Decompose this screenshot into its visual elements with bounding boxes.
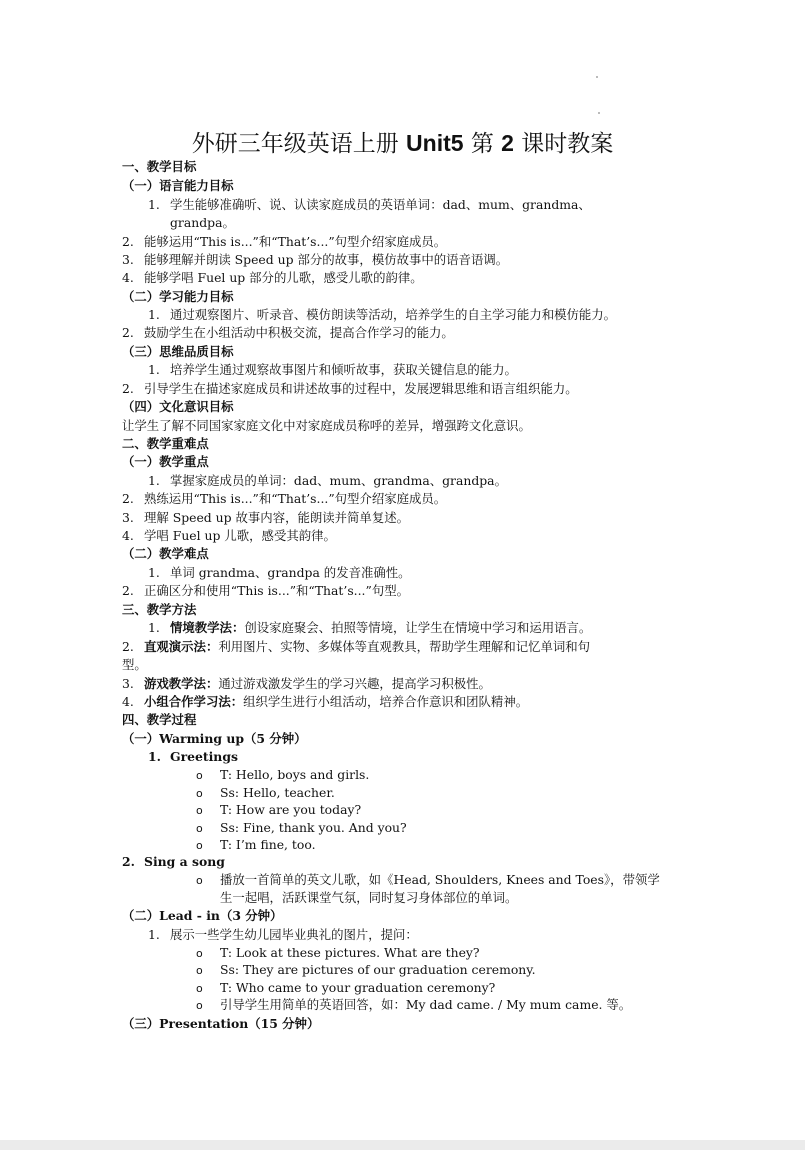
line-text: 通过游戏激发学生的学习兴趣，提高学习积极性。	[218, 676, 491, 691]
text-line	[148, 196, 591, 214]
line-text: （三）思维品质目标	[122, 344, 234, 359]
line-text: 二、教学重难点	[122, 436, 209, 451]
bullet-icon: o	[196, 839, 203, 852]
text-line	[122, 490, 446, 508]
text-line	[170, 214, 235, 232]
section-heading	[122, 453, 209, 471]
title-lesson-number: 2	[501, 130, 514, 156]
method-label: 直观演示法：	[144, 639, 219, 654]
bullet-icon: o	[196, 964, 203, 977]
line-text: 三、教学方法	[122, 602, 197, 617]
line-text: 能够运用“This is...”和“That’s...”句型介绍家庭成员。	[144, 234, 447, 249]
text-line	[122, 693, 528, 711]
method-label: 游戏教学法：	[144, 676, 219, 691]
line-text: Sing a song	[144, 854, 225, 869]
section-heading	[122, 435, 209, 453]
text-line	[148, 926, 418, 944]
text-line	[122, 380, 578, 398]
line-text: 鼓励学生在小组活动中积极交流，提高合作学习的能力。	[144, 325, 454, 340]
line-text: 学唱 Fuel up 儿歌，感受其韵律。	[144, 528, 336, 543]
line-text: 型。	[122, 657, 147, 672]
method-label: 情境教学法：	[170, 620, 245, 635]
line-text: （一）Warming up（5 分钟）	[122, 731, 307, 746]
section-heading	[122, 343, 234, 361]
list-number: 1.	[148, 362, 160, 377]
line-text: 能够学唱 Fuel up 部分的儿歌，感受儿歌的韵律。	[144, 270, 423, 285]
line-text: Ss: Fine, thank you. And you?	[220, 820, 407, 835]
line-text: T: Look at these pictures. What are they?	[220, 945, 480, 960]
line-text: 引导学生用简单的英语回答，如：My dad came. / My mum came. 等。	[220, 997, 632, 1012]
list-number: 1.	[148, 197, 160, 212]
text-line	[196, 871, 660, 890]
text-line	[148, 564, 411, 582]
line-text: grandpa。	[170, 215, 235, 230]
list-number: 3.	[122, 510, 134, 525]
section-heading	[122, 711, 196, 729]
list-number: 4.	[122, 528, 134, 543]
line-text: （一）语言能力目标	[122, 178, 234, 193]
list-number: 1.	[148, 307, 160, 322]
text-line	[148, 361, 517, 379]
title-prefix: 外研三年级英语上册	[191, 131, 407, 157]
line-text: 生一起唱，活跃课堂气氛，同时复习身体部位的单词。	[220, 890, 518, 905]
line-text: 一、教学目标	[122, 159, 197, 174]
method-label: 小组合作学习法：	[144, 694, 244, 709]
line-text: 创设家庭聚会、拍照等情境，让学生在情境中学习和运用语言。	[244, 620, 592, 635]
bullet-icon: o	[196, 822, 203, 835]
line-text: （二）学习能力目标	[122, 289, 234, 304]
line-text: （三）Presentation（15 分钟）	[122, 1016, 320, 1031]
text-line	[122, 582, 409, 600]
text-line	[122, 269, 423, 287]
line-text: Greetings	[170, 749, 238, 764]
line-text: T: How are you today?	[220, 802, 362, 817]
text-line	[148, 619, 591, 637]
text-line	[122, 417, 531, 435]
list-number: 4.	[122, 694, 134, 709]
line-text: 学生能够准确听、说、认读家庭成员的英语单词：dad、mum、grandma、	[170, 197, 591, 212]
title-mid: 第	[463, 131, 502, 157]
bullet-icon: o	[196, 999, 203, 1012]
text-line	[122, 675, 491, 693]
list-number: 3.	[122, 676, 134, 691]
line-text: 单词 grandma、grandpa 的发音准确性。	[170, 565, 411, 580]
list-number: 2.	[122, 491, 134, 506]
text-line	[122, 233, 446, 251]
scan-speck	[598, 112, 600, 114]
line-text: Ss: They are pictures of our graduation ceremony.	[220, 962, 536, 977]
section-heading	[122, 545, 209, 563]
line-text: 引导学生在描述家庭成员和讲述故事的过程中，发展逻辑思维和语言组织能力。	[144, 381, 578, 396]
list-number: 1.	[148, 473, 160, 488]
text-line	[196, 996, 631, 1015]
list-number: 4.	[122, 270, 134, 285]
list-number: 1.	[148, 749, 161, 764]
line-text: 播放一首简单的英文儿歌，如《Head, Shoulders, Knees and Toes》，带领学	[220, 872, 660, 887]
text-line	[122, 527, 336, 545]
text-line	[196, 766, 369, 785]
line-text: 利用图片、实物、多媒体等直观教具，帮助学生理解和记忆单词和句	[218, 639, 591, 654]
line-text: 正确区分和使用“This is...”和“That’s...”句型。	[144, 583, 410, 598]
line-text: Ss: Hello, teacher.	[220, 785, 335, 800]
section-heading	[122, 907, 282, 925]
bullet-icon: o	[196, 787, 203, 800]
section-heading	[122, 158, 196, 176]
line-text: （二）Lead - in（3 分钟）	[122, 908, 283, 923]
line-text: （二）教学难点	[122, 546, 209, 561]
line-text: 熟练运用“This is...”和“That’s...”句型介绍家庭成员。	[144, 491, 447, 506]
list-number: 1.	[148, 927, 160, 942]
section-heading	[148, 748, 238, 766]
line-text: 理解 Speed up 故事内容，能朗读并简单复述。	[144, 510, 409, 525]
line-text: 培养学生通过观察故事图片和倾听故事，获取关键信息的能力。	[170, 362, 517, 377]
line-text: （四）文化意识目标	[122, 399, 234, 414]
line-text: 展示一些学生幼儿园毕业典礼的图片，提问：	[170, 927, 418, 942]
title-suffix: 课时教案	[513, 131, 614, 157]
section-heading	[122, 398, 234, 416]
bullet-icon: o	[196, 982, 203, 995]
text-line	[122, 656, 147, 674]
section-heading	[122, 1015, 319, 1033]
text-line	[220, 889, 517, 907]
text-line	[122, 251, 508, 269]
bullet-icon: o	[196, 804, 203, 817]
list-number: 1.	[148, 565, 160, 580]
section-heading	[122, 601, 196, 619]
title-unit: Unit5	[406, 130, 464, 156]
list-number: 2.	[122, 854, 135, 869]
line-text: 掌握家庭成员的单词：dad、mum、grandma、grandpa。	[170, 473, 507, 488]
line-text: 四、教学过程	[122, 712, 197, 727]
section-heading	[122, 853, 225, 871]
section-heading	[122, 288, 234, 306]
text-line	[196, 961, 536, 980]
page-title	[0, 128, 805, 159]
text-line	[122, 638, 590, 656]
line-text: （一）教学重点	[122, 454, 209, 469]
line-text: T: Who came to your graduation ceremony?	[220, 980, 496, 995]
bullet-icon: o	[196, 947, 203, 960]
text-line	[122, 509, 409, 527]
list-number: 2.	[122, 325, 134, 340]
line-text: 让学生了解不同国家家庭文化中对家庭成员称呼的差异，增强跨文化意识。	[122, 418, 531, 433]
line-text: T: I’m fine, too.	[220, 837, 316, 852]
list-number: 2.	[122, 639, 134, 654]
bullet-icon: o	[196, 874, 203, 887]
list-number: 2.	[122, 234, 134, 249]
line-text: 通过观察图片、听录音、模仿朗读等活动，培养学生的自主学习能力和模仿能力。	[170, 307, 617, 322]
scan-speck	[596, 76, 598, 78]
bullet-icon: o	[196, 769, 203, 782]
line-text: T: Hello, boys and girls.	[220, 767, 370, 782]
text-line	[122, 324, 454, 342]
section-heading	[122, 177, 234, 195]
section-heading	[122, 730, 307, 748]
text-line	[196, 801, 361, 820]
list-number: 1.	[148, 620, 160, 635]
line-text: 组织学生进行小组活动，培养合作意识和团队精神。	[243, 694, 529, 709]
list-number: 2.	[122, 381, 134, 396]
list-number: 3.	[122, 252, 134, 267]
text-line	[148, 472, 507, 490]
line-text: 能够理解并朗读 Speed up 部分的故事，模仿故事中的语音语调。	[144, 252, 509, 267]
list-number: 2.	[122, 583, 134, 598]
text-line	[148, 306, 616, 324]
